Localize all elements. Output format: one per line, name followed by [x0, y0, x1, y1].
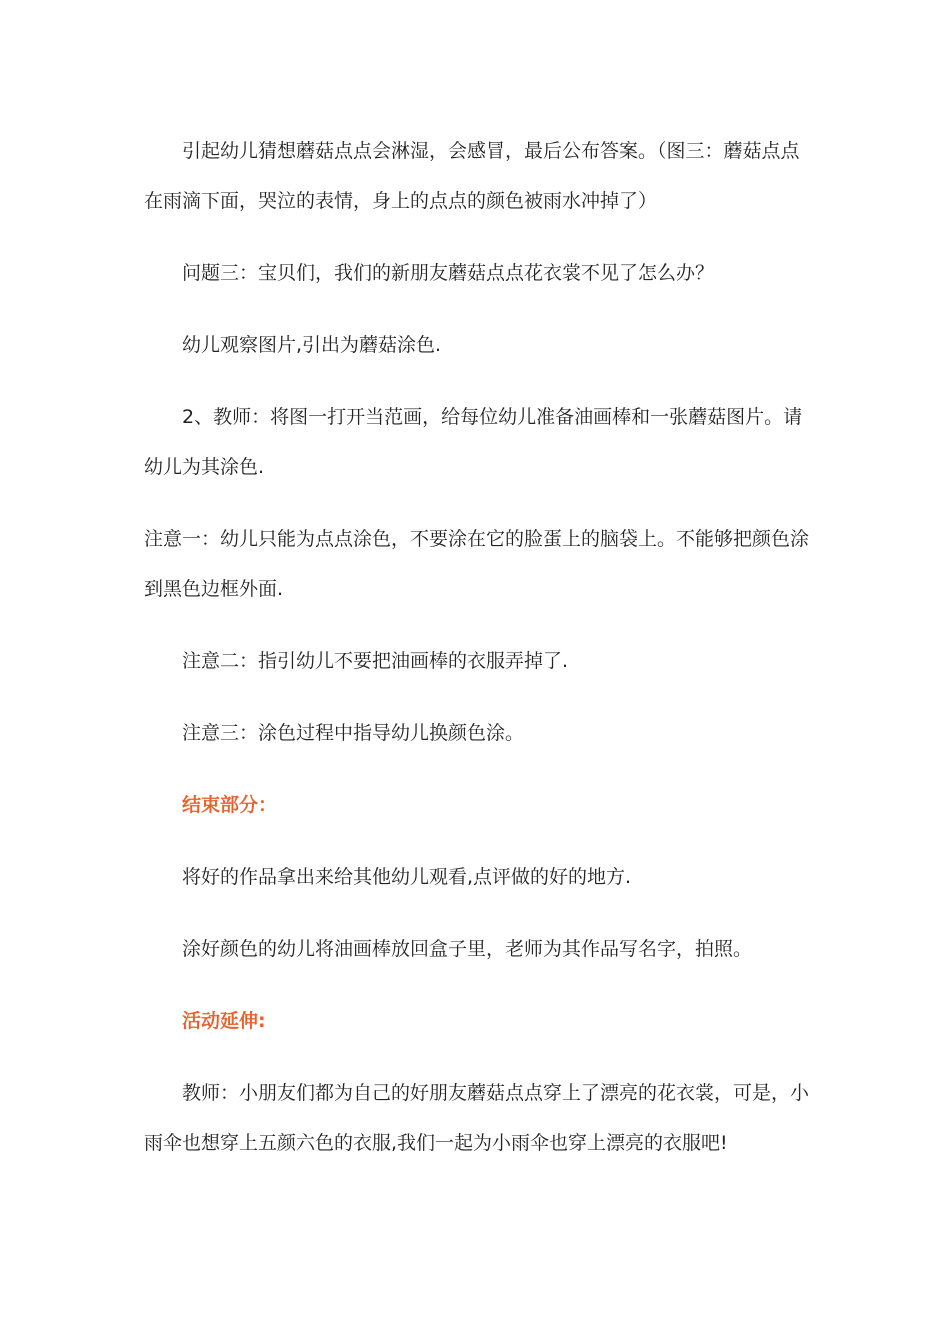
- paragraph-teacher-step-2: 2、教师：将图一打开当范画，给每位幼儿准备油画棒和一张蘑菇图片。请幼儿为其涂色.: [144, 406, 803, 478]
- paragraph-put-back: 涂好颜色的幼儿将油画棒放回盒子里，老师为其作品写名字，拍照。: [182, 938, 753, 960]
- paragraph-note-two: 注意二：指引幼儿不要把油画棒的衣服弄掉了.: [182, 650, 569, 672]
- paragraph-show-works: 将好的作品拿出来给其他幼儿观看,点评做的好的地方.: [182, 866, 632, 888]
- paragraph-question-three: 问题三：宝贝们，我们的新朋友蘑菇点点花衣裳不见了怎么办？: [182, 262, 715, 284]
- paragraph-extension: 教师：小朋友们都为自己的好朋友蘑菇点点穿上了漂亮的花衣裳，可是，小雨伞也想穿上五颜六色的衣服,我们一起为小雨伞也穿上漂亮的衣服吧!: [144, 1082, 810, 1154]
- paragraph-note-three: 注意三：涂色过程中指导幼儿换颜色涂。: [182, 722, 525, 744]
- paragraph-guess: 引起幼儿猜想蘑菇点点会淋湿，会感冒，最后公布答案。（图三：蘑菇点点在雨滴下面，哭泣的表情，身上的点点的颜色被雨水冲掉了）: [144, 140, 800, 212]
- heading-end-section: 结束部分：: [182, 794, 278, 816]
- heading-activity-extension: 活动延伸:: [182, 1010, 266, 1032]
- paragraph-note-one: 注意一：幼儿只能为点点涂色，不要涂在它的脸蛋上的脑袋上。不能够把颜色涂到黑色边框外面.: [144, 528, 810, 600]
- paragraph-observe: 幼儿观察图片,引出为蘑菇涂色.: [182, 334, 442, 356]
